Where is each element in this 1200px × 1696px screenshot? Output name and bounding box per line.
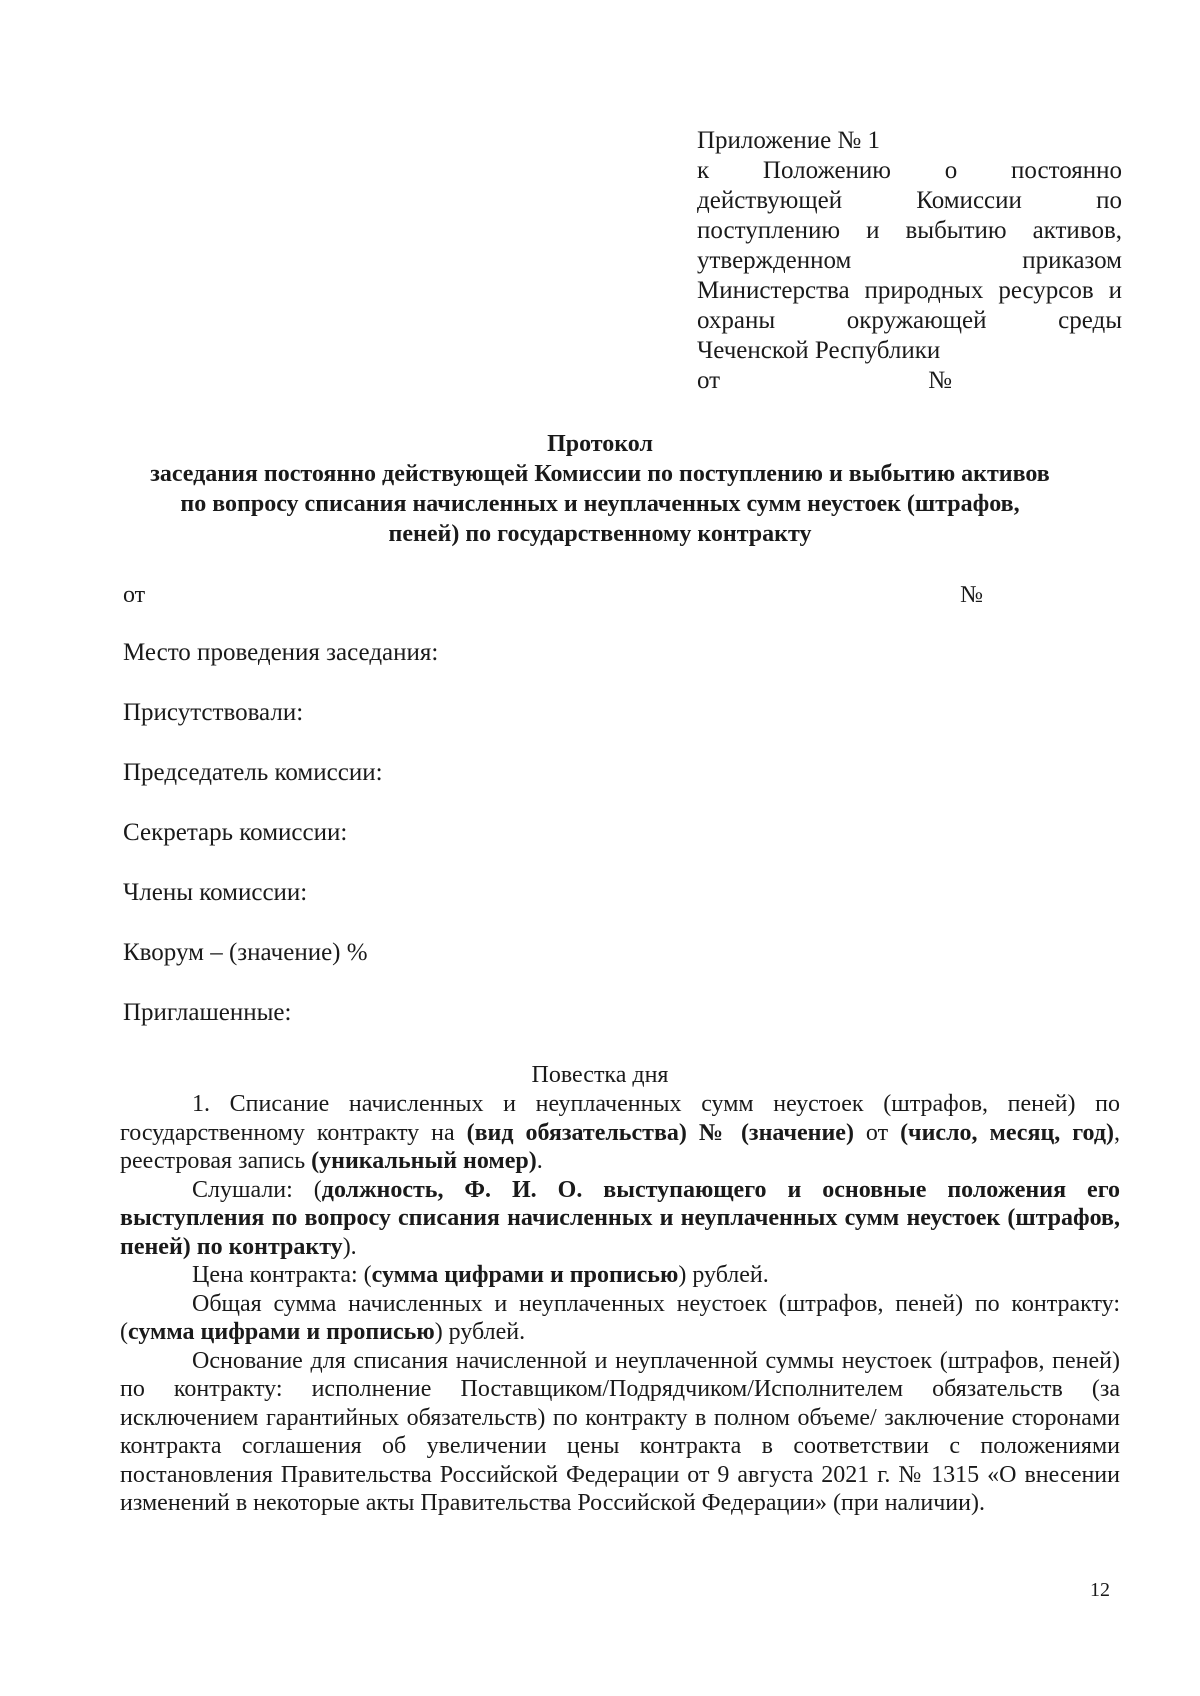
field-secretary: Секретарь комиссии: bbox=[123, 819, 348, 846]
field-present: Присутствовали: bbox=[123, 699, 304, 726]
protocol-number-label: № bbox=[960, 582, 983, 608]
total-sum-paragraph: Общая сумма начисленных и неуплаченных неустоек (штрафов, пеней) по контракту: (сумма цифрами и прописью) рублей. bbox=[120, 1290, 1120, 1345]
agenda-item-1: 1. Списание начисленных и неуплаченных сумм неустоек (штрафов, пеней) по государственному контракту на (вид обязательства) № (значение) от (число, месяц, год), реестровая запись (уникальный номер). bbox=[120, 1091, 1120, 1174]
appendix-line: к Положению о постоянно bbox=[697, 157, 1122, 184]
appendix-block bbox=[697, 126, 1122, 396]
appendix-line: Чеченской Республики bbox=[697, 337, 941, 364]
protocol-title bbox=[100, 429, 1100, 549]
basis-paragraph: Основание для списания начисленной и неуплаченной суммы неустоек (штрафов, пеней) по контракту: исполнение Поставщиком/Подрядчиком/Исполнителем обязательств (за исключением гарантийных обязательств) по контракту в полном объеме/ заключение сторонами контракта соглашения об увеличении цены контракта в соответствии с положениями постановления Правительства Российской Федерации от 9 августа 2021 г. № 1315 «О внесении изменений в некоторые акты Правительства Российской Федерации» (при наличии). bbox=[120, 1347, 1120, 1516]
appendix-line: действующей Комиссии по bbox=[697, 187, 1122, 214]
appendix-line: охраны окружающей среды bbox=[697, 307, 1122, 334]
appendix-from-label: от bbox=[697, 367, 721, 394]
agenda-body bbox=[120, 1090, 1120, 1518]
field-invited: Приглашенные: bbox=[123, 999, 292, 1026]
heard-paragraph: Слушали: (должность, Ф. И. О. выступающего и основные положения его выступления по вопросу списания начисленных и неуплаченных сумм неустоек (штрафов, пеней) по контракту). bbox=[120, 1176, 1120, 1260]
title-line: пеней) по государственному контракту bbox=[388, 521, 812, 547]
agenda-title: Повестка дня bbox=[531, 1062, 669, 1088]
title-line: Протокол bbox=[547, 431, 653, 457]
field-quorum: Кворум – (значение) % bbox=[123, 939, 368, 966]
field-venue: Место проведения заседания: bbox=[123, 639, 439, 666]
title-line: заседания постоянно действующей Комиссии по поступлению и выбытию активов bbox=[150, 461, 1050, 487]
appendix-line: утвержденном приказом bbox=[697, 247, 1122, 274]
appendix-date-number bbox=[697, 366, 952, 396]
field-members: Члены комиссии: bbox=[123, 879, 308, 906]
title-line: по вопросу списания начисленных и неуплаченных сумм неустоек (штрафов, bbox=[180, 491, 1020, 517]
protocol-from-label: от bbox=[123, 582, 146, 608]
contract-price-paragraph: Цена контракта: (сумма цифрами и прописью) рублей. bbox=[192, 1262, 769, 1288]
page-number: 12 bbox=[1090, 1579, 1110, 1601]
appendix-number-label: № bbox=[928, 367, 952, 394]
appendix-line: поступлению и выбытию активов, bbox=[697, 217, 1122, 244]
appendix-title: Приложение № 1 bbox=[697, 127, 881, 154]
appendix-line: Министерства природных ресурсов и bbox=[697, 277, 1122, 304]
field-chair: Председатель комиссии: bbox=[123, 759, 383, 786]
